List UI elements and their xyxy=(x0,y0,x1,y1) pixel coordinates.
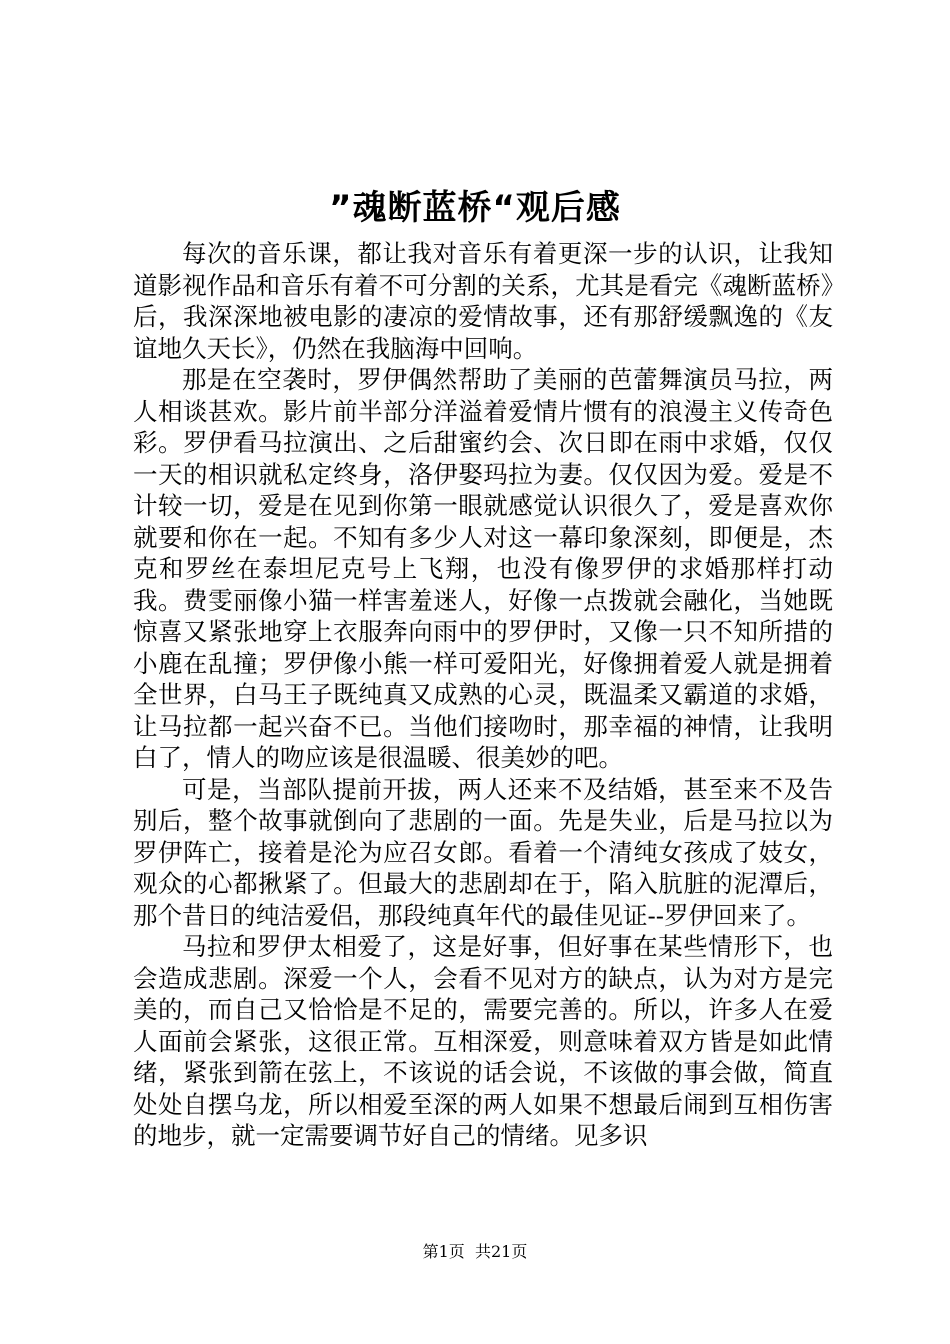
paragraph-1: 每次的音乐课，都让我对音乐有着更深一步的认识，让我知道影视作品和音乐有着不可分割的关系，尤其是看完《魂断蓝桥》后，我深深地被电影的凄凉的爱情故事，还有那舒缓飘逸的《友谊地久天长》，仍然在我脑海中回响。 xyxy=(133,239,833,363)
page-number: 第1页 xyxy=(422,1242,465,1261)
document-title: ”魂断蓝桥“观后感 xyxy=(329,188,621,228)
document-body xyxy=(133,238,833,1152)
paragraph-3: 可是，当部队提前开拔，两人还来不及结婚，甚至来不及告别后，整个故事就倒向了悲剧的一面。先是失业，后是马拉以为罗伊阵亡，接着是沦为应召女郎。看着一个清纯女孩成了妓女，观众的心都揪紧了。但最大的悲剧却在于，陷入肮脏的泥潭后，那个昔日的纯洁爱侣，那段纯真年代的最佳见证--罗伊回来了。 xyxy=(133,774,833,930)
paragraph-2: 那是在空袭时，罗伊偶然帮助了美丽的芭蕾舞演员马拉，两人相谈甚欢。影片前半部分洋溢着爱情片惯有的浪漫主义传奇色彩。罗伊看马拉演出、之后甜蜜约会、次日即在雨中求婚，仅仅一天的相识就私定终身，洛伊娶玛拉为妻。仅仅因为爱。爱是不计较一切，爱是在见到你第一眼就感觉认识很久了，爱是喜欢你就要和你在一起。不知有多少人对这一幕印象深刻，即便是，杰克和罗丝在泰坦尼克号上飞翔，也没有像罗伊的求婚那样打动我。费雯丽像小猫一样害羞迷人，好像一点拨就会融化，当她既惊喜又紧张地穿上衣服奔向雨中的罗伊时，又像一只不知所措的小鹿在乱撞；罗伊像小熊一样可爱阳光，好像拥着爱人就是拥着全世界，白马王子既纯真又成熟的心灵，既温柔又霸道的求婚，让马拉都一起兴奋不已。当他们接吻时，那幸福的神情，让我明白了，情人的吻应该是很温暖、很美妙的吧。 xyxy=(133,365,833,772)
page-footer xyxy=(0,1240,950,1264)
paragraph-4: 马拉和罗伊太相爱了，这是好事，但好事在某些情形下，也会造成悲剧。深爱一个人，会看不见对方的缺点，认为对方是完美的，而自己又恰恰是不足的，需要完善的。所以，许多人在爱人面前会紧张，这很正常。互相深爱，则意味着双方皆是如此情绪，紧张到箭在弦上，不该说的话会说，不该做的事会做，简直处处自摆乌龙，所以相爱至深的两人如果不想最后闹到互相伤害的地步，就一定需要调节好自己的情绪。见多识 xyxy=(133,932,833,1150)
page-total: 共21页 xyxy=(474,1242,528,1261)
